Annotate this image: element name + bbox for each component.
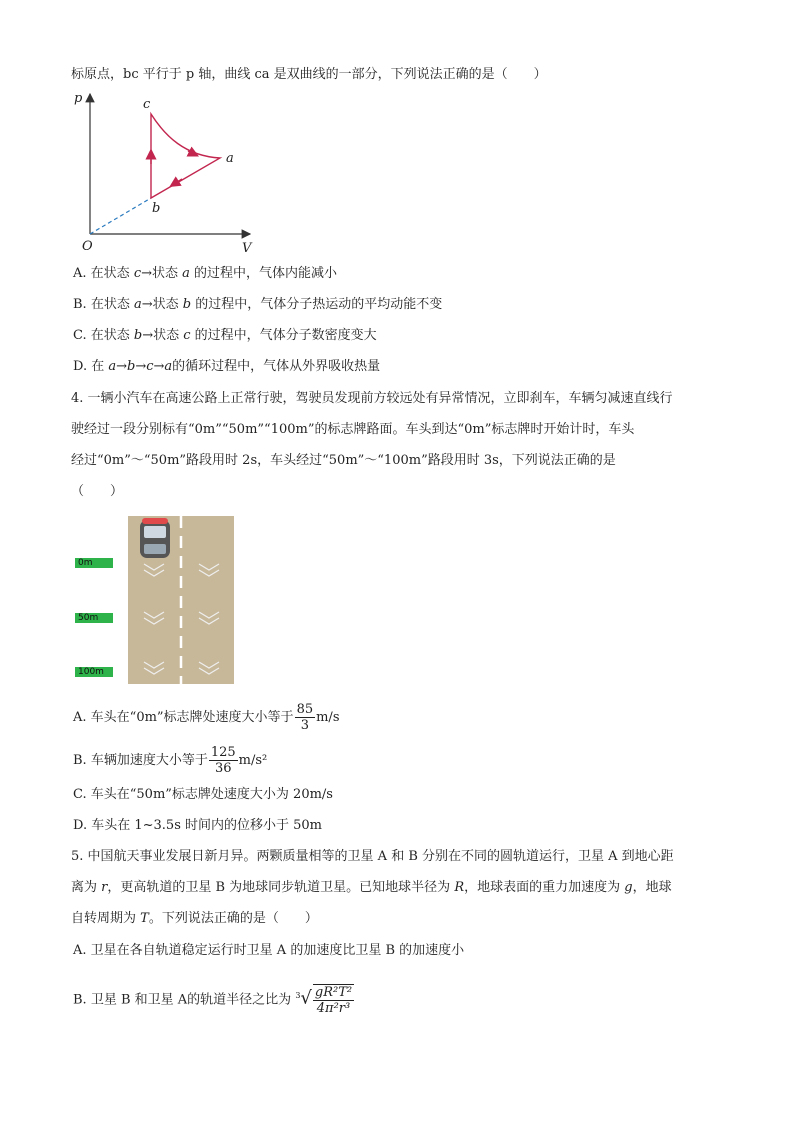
q4-line1: 4. 一辆小汽车在高速公路上正常行驶，驾驶员发现前方较远处有异常情况，立即刹车，车辆匀减速直线行 (71, 391, 673, 406)
q4-line3: 经过“0m”～“50m”路段用时 2s，车头经过“50m”～“100m”路段用时 3s，下列说法正确的是 (71, 453, 616, 468)
q3-option-b: B. 在状态 a→状态 b 的过程中，气体分子热运动的平均动能不变 (73, 297, 443, 312)
sign-50m: 50m (75, 613, 113, 623)
q4-option-b: B. 车辆加速度大小等于 $\frac{125}{36}$ m/s² (73, 745, 268, 776)
q4-line2: 驶经过一段分别标有“0m”“50m”“100m”的标志牌路面。车头到达“0m”标志牌时开始计时，车头 (71, 422, 635, 437)
q5-line2: 离为 r，更高轨道的卫星 B 为地球同步轨道卫星。已知地球半径为 R，地球表面的重力加速度为 g，地球 (71, 880, 672, 895)
cube-root-expression: $^3$√ $\frac{\text{gR²T²}}{\text{4π²r³}}$ (295, 985, 353, 1016)
q5-line3: 自转周期为 T。下列说法正确的是（ ） (71, 911, 318, 926)
q3-stem: 标原点，bc 平行于 p 轴，曲线 ca 是双曲线的一部分，下列说法正确的是（ ） (71, 67, 547, 82)
origin-dashed-line (90, 198, 151, 234)
q5-line1: 5. 中国航天事业发展日新月异。两颗质量相等的卫星 A 和 B 分别在不同的圆轨道运行，卫星 A 到地心距 (71, 849, 674, 864)
q4-option-d: D. 车头在 1~3.5s 时间内的位移小于 50m (73, 818, 323, 833)
label-c: c (143, 97, 151, 112)
label-b: b (152, 201, 161, 216)
q3-option-a: A. 在状态 c→状态 a 的过程中，气体内能减小 (73, 266, 338, 281)
cycle-path (151, 114, 220, 198)
q3-option-c: C. 在状态 b→状态 c 的过程中，气体分子数密度变大 (73, 328, 377, 343)
label-p: p (74, 91, 83, 106)
q4-option-c: C. 车头在“50m”标志牌处速度大小为 20m/s (73, 787, 333, 802)
label-o: O (82, 239, 93, 254)
road-picture (74, 516, 234, 684)
sign-100m: 100m (75, 667, 113, 677)
pv-diagram (70, 88, 260, 258)
q4-option-a: A. 车头在“0m”标志牌处速度大小等于 $\frac{85}{3}$ m/s (73, 702, 340, 733)
q5-option-b: B. 卫星 B 和卫星 A的轨道半径之比为 $^3$√ $\frac{\text{gR²T²}}{\text{4π²r³}}$ (73, 984, 355, 1016)
q5-option-a: A. 卫星在各自轨道稳定运行时卫星 A 的加速度比卫星 B 的加速度小 (73, 943, 465, 958)
sign-0m: 0m (75, 558, 113, 568)
q4-paren: （ ） (71, 484, 124, 499)
label-v: V (242, 241, 252, 256)
label-a: a (226, 151, 234, 166)
car-icon (140, 518, 170, 558)
q3-option-d: D. 在 a→b→c→a的循环过程中，气体从外界吸收热量 (73, 359, 381, 374)
